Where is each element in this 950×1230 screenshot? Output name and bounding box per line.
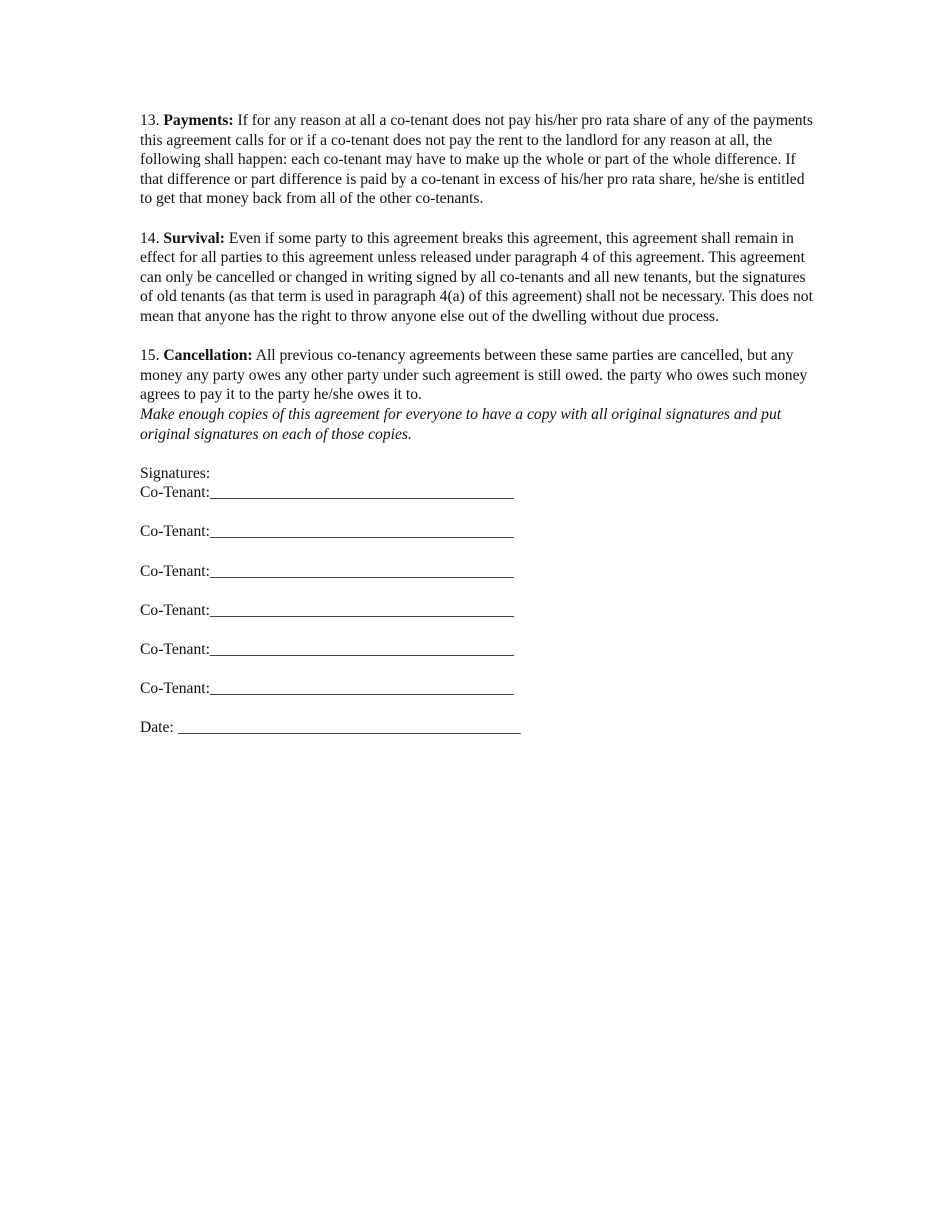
clause-paragraph	[140, 346, 815, 405]
signatures-heading: Signatures:	[140, 464, 211, 482]
clause-text: If for any reason at all a co-tenant does not pay his/her pro rata share of any of the payments this agreement calls for or if a co-tenant does not pay the rent to the landlord for any reason at all, the following shall happen: each co-tenant may have to make up the whole or part of the whole difference. If that difference or part difference is paid by a co-tenant in excess of his/her pro rata share, he/she is entitled to get that money back from all of the other co-tenants.	[140, 112, 813, 208]
clause-text: All previous co-tenancy agreements between these same parties are cancelled, but any money any party owes any other party under such agreement is still owed. the party who owes such money agrees to pay it to the party he/she owes it to.	[140, 347, 808, 404]
clause-number: 15.	[140, 347, 160, 365]
clause-number: 14.	[140, 229, 160, 247]
co-tenant-signature-line[interactable]: Co-Tenant:_______________________________________	[140, 641, 515, 659]
co-tenant-signature-line[interactable]: Co-Tenant:_______________________________________	[140, 680, 515, 698]
clause-number: 13.	[140, 112, 160, 129]
document-page	[140, 111, 815, 758]
co-tenant-signature-line[interactable]: Co-Tenant:_______________________________________	[140, 601, 515, 619]
co-tenant-signature-line[interactable]: Co-Tenant:_______________________________________	[140, 484, 515, 502]
copies-instruction: Make enough copies of this agreement for everyone to have a copy with all original signatures and put original signatures on each of those copies.	[140, 405, 782, 443]
co-tenant-signature-line[interactable]: Co-Tenant:_______________________________________	[140, 562, 515, 580]
clause-survival	[140, 229, 815, 327]
clause-heading: Survival:	[163, 229, 225, 247]
clause-cancellation	[140, 346, 815, 444]
signature-block	[140, 464, 815, 738]
co-tenant-signature-line[interactable]: Co-Tenant:_______________________________________	[140, 523, 515, 541]
clause-paragraph	[140, 229, 815, 327]
clause-heading: Cancellation:	[163, 347, 253, 365]
clause-payments	[140, 111, 815, 209]
clause-paragraph	[140, 111, 815, 209]
date-line[interactable]: Date: ____________________________________________	[140, 719, 521, 737]
clause-heading: Payments:	[163, 112, 234, 129]
clause-text: Even if some party to this agreement breaks this agreement, this agreement shall remain in effect for all parties to this agreement unless released under paragraph 4 of this agreement. This agreement can only be cancelled or changed in writing signed by all co-tenants and all new tenants, but the signatures of old tenants (as that term is used in paragraph 4(a) of this agreement) shall not be necessary. This does not mean that anyone has the right to throw anyone else out of the dwelling without due process.	[140, 229, 813, 325]
